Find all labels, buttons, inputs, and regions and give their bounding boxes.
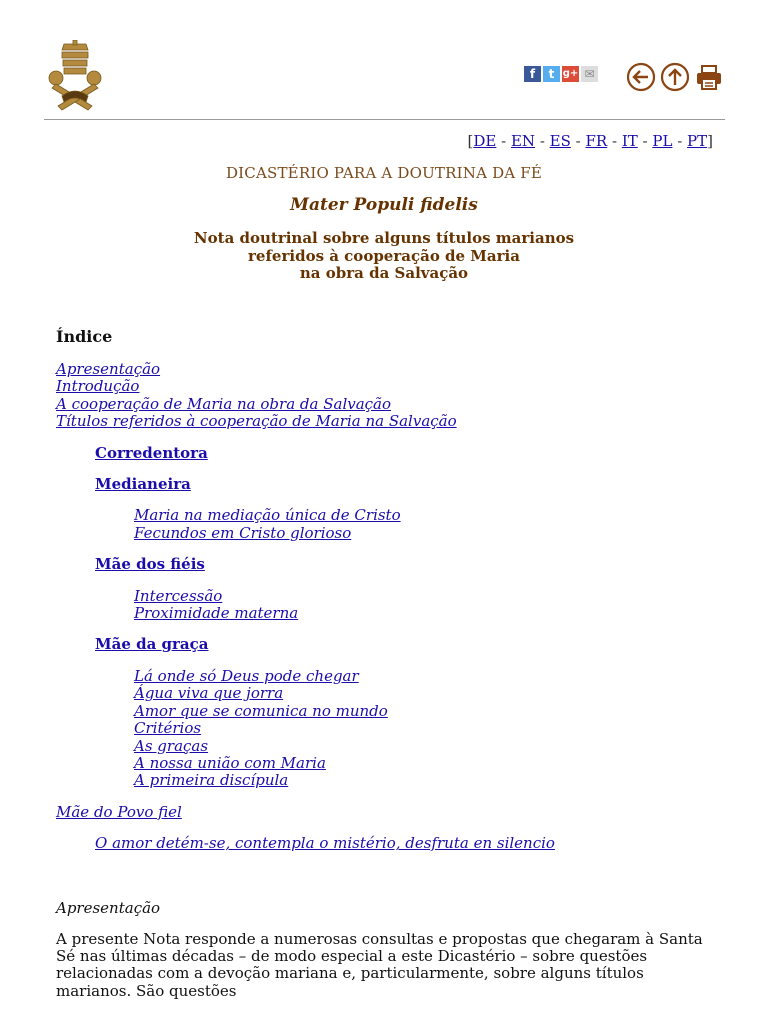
toc-link-mae-da-graca[interactable]: Mãe da graça [95, 635, 209, 654]
main-content [56, 327, 716, 1000]
dicastery-name: DICASTÉRIO PARA A DOUTRINA DA FÉ [225, 164, 543, 182]
toc-link-corredentora[interactable]: Corredentora [95, 443, 208, 462]
toc-link[interactable]: Títulos referidos à cooperação de Maria na Salvação [56, 412, 457, 431]
language-selector: [DE - EN - ES - FR - IT - PL - PT] [467, 132, 713, 150]
toc-link[interactable]: Água viva que jorra [134, 684, 284, 703]
toc-link[interactable]: A cooperação de Maria na obra da Salvação [56, 394, 392, 413]
back-arrow-icon[interactable] [626, 62, 656, 92]
toc-link[interactable]: Proximidade materna [134, 604, 299, 623]
index-heading: Índice [56, 327, 113, 346]
facebook-icon[interactable]: f [524, 66, 541, 82]
lang-link-fr[interactable]: FR [585, 132, 608, 150]
header-divider [44, 119, 725, 120]
document-title: Mater Populi fidelis [290, 195, 478, 215]
toc-link[interactable]: Intercessão [134, 586, 223, 605]
toc-link[interactable]: Introdução [56, 377, 140, 396]
body-paragraph: A presente Nota responde a numerosas consultas e propostas que chegaram à Santa Sé nas últimas décadas – de modo especial a este Dicastério – sobre questões relacionadas com a devoção mariana e, particularmente, sobre alguns títulos marianos. São questões [56, 929, 703, 1000]
google-plus-icon[interactable]: g+ [562, 66, 579, 82]
share-bar [524, 66, 598, 82]
toc-link-mae-dos-fieis[interactable]: Mãe dos fiéis [95, 555, 205, 574]
toc-link[interactable]: Critérios [134, 719, 202, 738]
toc-link[interactable]: Fecundos em Cristo glorioso [134, 523, 352, 542]
subtitle-line: na obra da Salvação [299, 264, 469, 282]
papal-coat-of-arms-logo[interactable] [42, 40, 108, 114]
toc-link-medianeira[interactable]: Medianeira [95, 475, 191, 494]
table-of-contents [56, 361, 716, 853]
lang-link-es[interactable]: ES [549, 132, 571, 150]
page-navigation [626, 62, 724, 92]
toc-link[interactable]: A primeira discípula [134, 771, 289, 790]
document-subtitle [0, 230, 768, 283]
lang-link-pt[interactable]: PT [687, 132, 708, 150]
toc-link[interactable]: Maria na mediação única de Cristo [134, 506, 401, 525]
twitter-icon[interactable]: t [543, 66, 560, 82]
lang-link-pl[interactable]: PL [652, 132, 673, 150]
toc-link[interactable]: Apresentação [56, 360, 161, 378]
toc-link-mae-do-povo-fiel[interactable]: Mãe do Povo fiel [56, 802, 182, 821]
toc-link[interactable]: As graças [134, 736, 209, 755]
lang-link-de[interactable]: DE [473, 132, 497, 150]
toc-link[interactable]: Amor que se comunica no mundo [134, 701, 388, 720]
subtitle-line: referidos à cooperação de Maria [248, 246, 520, 265]
print-icon[interactable] [694, 62, 724, 92]
lang-link-en[interactable]: EN [510, 132, 536, 150]
up-arrow-icon[interactable] [660, 62, 690, 92]
toc-link[interactable]: A nossa união com Maria [134, 753, 326, 772]
lang-link-it[interactable]: IT [621, 132, 638, 150]
section-heading: Apresentação [56, 898, 161, 917]
toc-link[interactable]: Lá onde só Deus pode chegar [134, 666, 359, 685]
email-icon[interactable]: ✉ [581, 66, 598, 82]
toc-link[interactable]: O amor detém-se, contempla o mistério, desfruta en silencio [95, 834, 555, 853]
subtitle-line: Nota doutrinal sobre alguns títulos marianos [193, 229, 575, 247]
